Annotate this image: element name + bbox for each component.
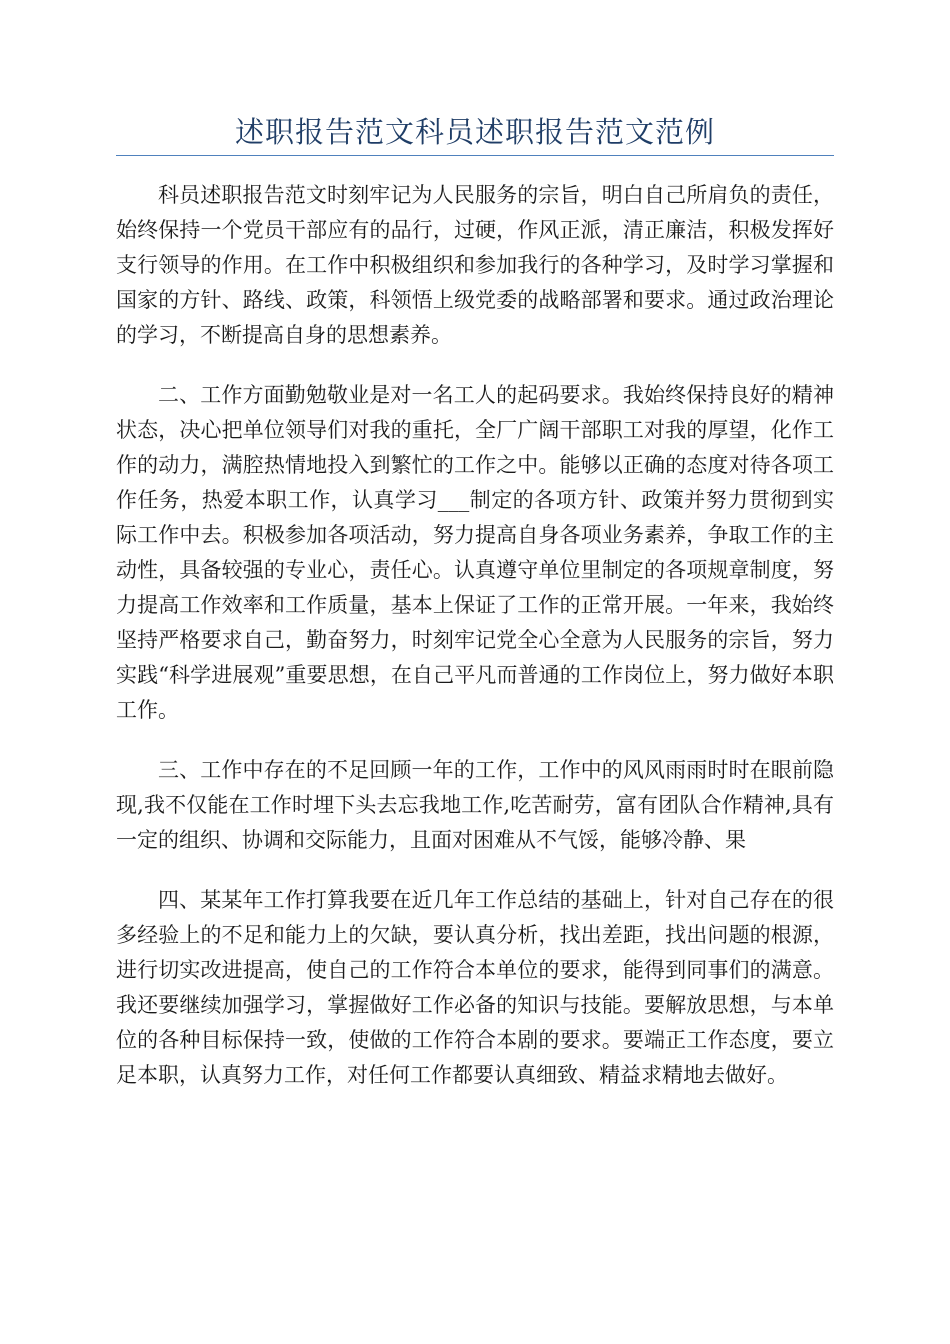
document-body: [116, 178, 834, 1118]
paragraph-4: 四、某某年工作打算我要在近几年工作总结的基础上，针对自己存在的很多经验上的不足和能力上的欠缺，要认真分析，找出差距，找出问题的根源，进行切实改进提高，使自己的工作符合本单位的要求，能得到同事们的满意。我还要继续加强学习，掌握做好工作必备的知识与技能。要解放思想，与本单位的各种目标保持一致，使做的工作符合本剧的要求。要端正工作态度，要立足本职，认真努力工作，对任何工作都要认真细致、精益求精地去做好。: [116, 888, 834, 1087]
paragraph-3: 三、工作中存在的不足回顾一年的工作，工作中的风风雨雨时时在眼前隐现,我不仅能在工作时埋下头去忘我地工作,吃苦耐劳，富有团队合作精神,具有一定的组织、协调和交际能力，且面对困难从不气馁，能够冷静、果: [116, 758, 834, 852]
document-title: 述职报告范文科员述职报告范文范例: [234, 115, 715, 149]
paragraph-1: 科员述职报告范文时刻牢记为人民服务的宗旨，明白自己所肩负的责任，始终保持一个党员干部应有的品行，过硬，作风正派，清正廉洁，积极发挥好支行领导的作用。在工作中积极组织和参加我行的各种学习，及时学习掌握和国家的方针、路线、政策，科领悟上级党委的战略部署和要求。通过政治理论的学习，不断提高自身的思想素养。: [116, 183, 834, 347]
paragraph-2: 二、工作方面勤勉敬业是对一名工人的起码要求。我始终保持良好的精神状态，决心把单位领导们对我的重托，全厂广阔干部职工对我的厚望，化作工作的动力，满腔热情地投入到繁忙的工作之中。能够以正确的态度对待各项工作任务，热爱本职工作，认真学习___制定的各项方针、政策并努力贯彻到实际工作中去。积极参加各项活动，努力提高自身各项业务素养，争取工作的主动性，具备较强的专业心，责任心。认真遵守单位里制定的各项规章制度，努力提高工作效率和工作质量，基本上保证了工作的正常开展。一年来，我始终坚持严格要求自己，勤奋努力，时刻牢记党全心全意为人民服务的宗旨，努力实践“科学进展观”重要思想，在自己平凡而普通的工作岗位上，努力做好本职工作。: [116, 383, 834, 722]
title-underline: [116, 155, 834, 156]
